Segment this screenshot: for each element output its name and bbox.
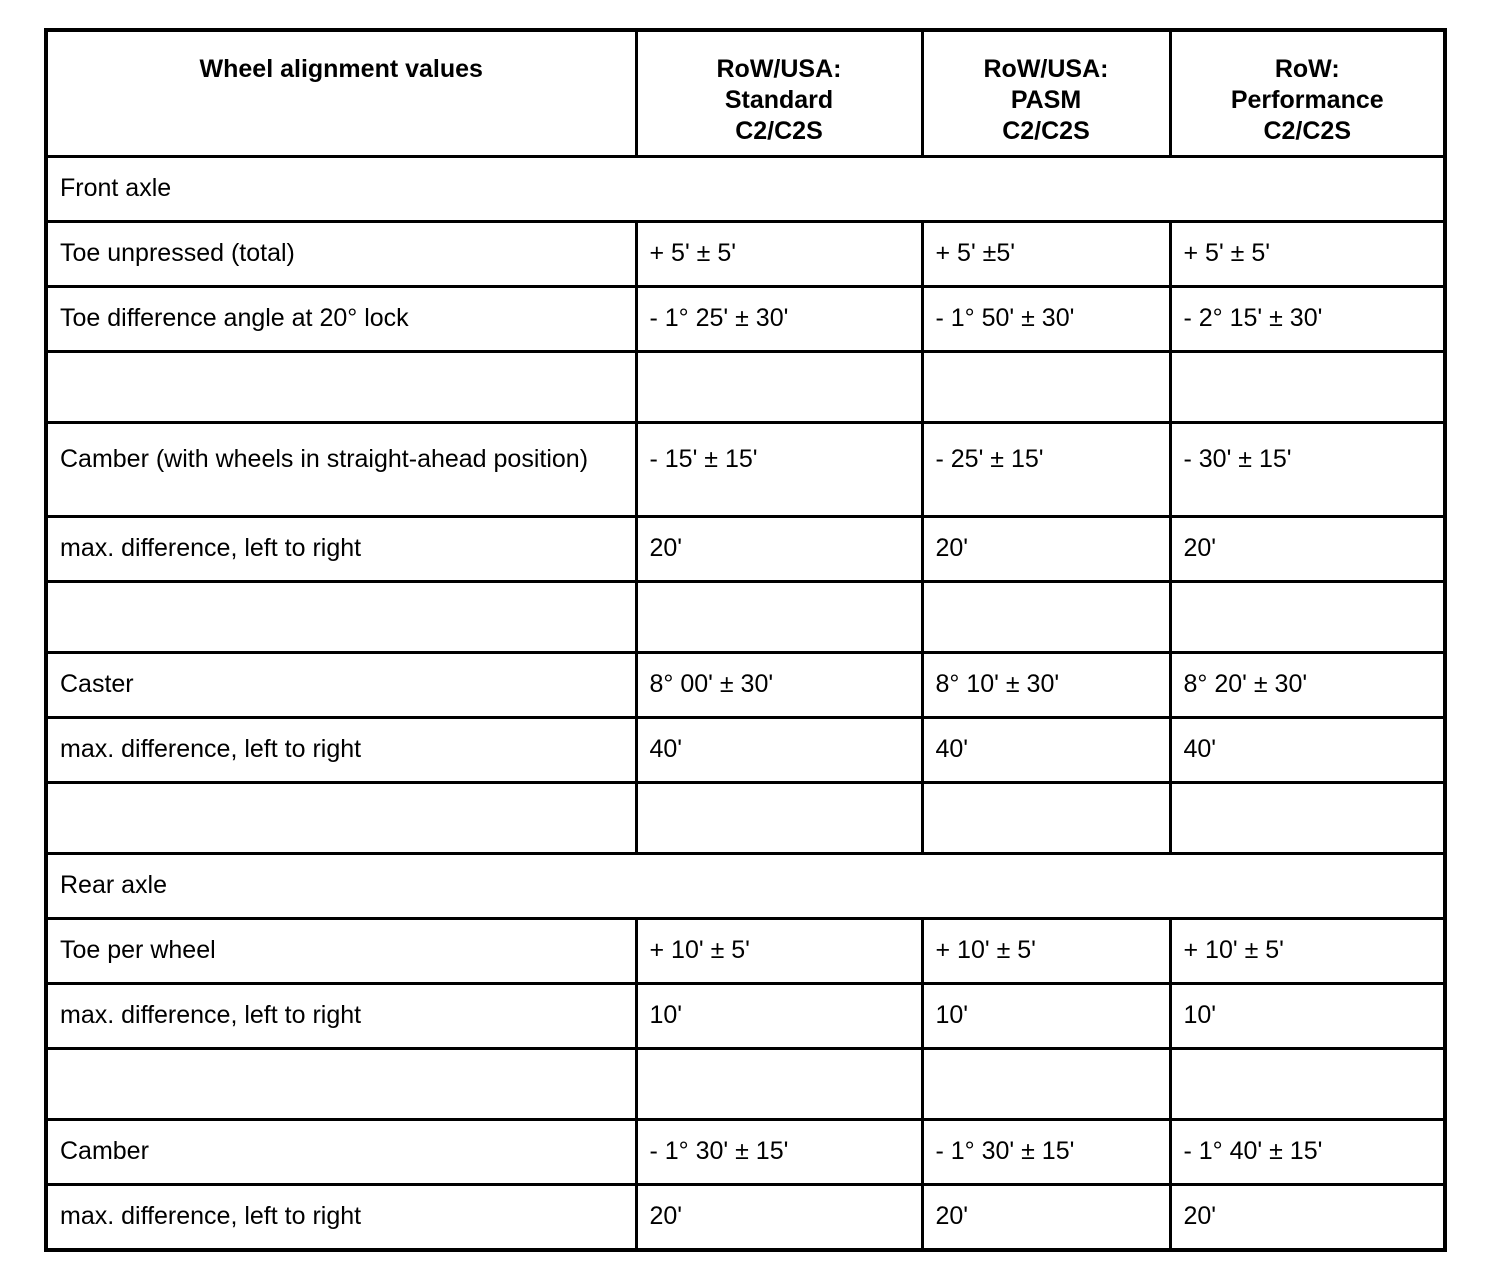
table-row — [46, 422, 1445, 516]
header-col-pasm-line-3: C2/C2S — [1002, 117, 1090, 145]
section-row — [46, 853, 1445, 918]
table-body — [46, 156, 1445, 1250]
spacer-row — [46, 782, 1445, 853]
value-pasm: + 10' ± 5' — [922, 918, 1170, 983]
spacer-cell — [46, 581, 636, 652]
header-label: Wheel alignment values — [46, 30, 636, 156]
spacer-row — [46, 581, 1445, 652]
value-pasm: - 25' ± 15' — [922, 422, 1170, 516]
spacer-cell — [46, 351, 636, 422]
value-performance: - 1° 40' ± 15' — [1170, 1119, 1445, 1184]
spacer-cell — [636, 351, 922, 422]
spacer-cell — [46, 1048, 636, 1119]
value-pasm: 40' — [922, 717, 1170, 782]
value-performance: 20' — [1170, 516, 1445, 581]
spacer-cell — [1170, 351, 1445, 422]
row-label: max. difference, left to right — [46, 1184, 636, 1250]
spacer-cell — [1170, 581, 1445, 652]
header-col-pasm — [922, 30, 1170, 156]
value-standard: 10' — [636, 983, 922, 1048]
value-performance: 40' — [1170, 717, 1445, 782]
table-row — [46, 717, 1445, 782]
header-col-standard-line-2: Standard — [724, 86, 834, 114]
table-row — [46, 1119, 1445, 1184]
value-performance: 10' — [1170, 983, 1445, 1048]
value-standard: - 1° 30' ± 15' — [636, 1119, 922, 1184]
spacer-cell — [636, 581, 922, 652]
header-col-pasm-line-2: PASM — [1010, 86, 1082, 114]
row-label: Caster — [46, 652, 636, 717]
section-label: Rear axle — [46, 853, 1445, 918]
header-col-pasm-line-1: RoW/USA: — [983, 55, 1109, 83]
wheel-alignment-table — [44, 28, 1447, 1252]
header-col-standard-line-1: RoW/USA: — [716, 55, 842, 83]
table-row — [46, 286, 1445, 351]
header-col-standard — [636, 30, 922, 156]
value-pasm: - 1° 50' ± 30' — [922, 286, 1170, 351]
spacer-cell — [922, 782, 1170, 853]
header-col-performance — [1170, 30, 1445, 156]
value-performance: 8° 20' ± 30' — [1170, 652, 1445, 717]
value-pasm: 20' — [922, 516, 1170, 581]
spacer-cell — [1170, 782, 1445, 853]
value-standard: 8° 00' ± 30' — [636, 652, 922, 717]
value-pasm: 10' — [922, 983, 1170, 1048]
spacer-cell — [46, 782, 636, 853]
row-label: Camber (with wheels in straight-ahead position) — [46, 422, 636, 516]
value-standard: + 5' ± 5' — [636, 221, 922, 286]
value-standard: + 10' ± 5' — [636, 918, 922, 983]
header-col-performance-line-1: RoW: — [1274, 55, 1340, 83]
spacer-cell — [636, 782, 922, 853]
row-label: Camber — [46, 1119, 636, 1184]
row-label: max. difference, left to right — [46, 717, 636, 782]
spacer-row — [46, 351, 1445, 422]
value-standard: - 1° 25' ± 30' — [636, 286, 922, 351]
section-label: Front axle — [46, 156, 1445, 221]
spacer-cell — [922, 351, 1170, 422]
value-pasm: + 5' ±5' — [922, 221, 1170, 286]
value-standard: 40' — [636, 717, 922, 782]
header-col-performance-line-3: C2/C2S — [1263, 117, 1352, 145]
value-performance: + 10' ± 5' — [1170, 918, 1445, 983]
row-label: Toe per wheel — [46, 918, 636, 983]
row-label: max. difference, left to right — [46, 983, 636, 1048]
value-performance: + 5' ± 5' — [1170, 221, 1445, 286]
value-standard: 20' — [636, 516, 922, 581]
table-row — [46, 516, 1445, 581]
row-label: Toe difference angle at 20° lock — [46, 286, 636, 351]
spacer-cell — [922, 581, 1170, 652]
table-row — [46, 652, 1445, 717]
value-performance: - 30' ± 15' — [1170, 422, 1445, 516]
value-pasm: - 1° 30' ± 15' — [922, 1119, 1170, 1184]
value-performance: - 2° 15' ± 30' — [1170, 286, 1445, 351]
value-performance: 20' — [1170, 1184, 1445, 1250]
value-standard: 20' — [636, 1184, 922, 1250]
section-row — [46, 156, 1445, 221]
value-standard: - 15' ± 15' — [636, 422, 922, 516]
value-pasm: 8° 10' ± 30' — [922, 652, 1170, 717]
header-row — [46, 30, 1445, 156]
spacer-cell — [1170, 1048, 1445, 1119]
header-col-standard-line-3: C2/C2S — [735, 117, 823, 145]
table-row — [46, 1184, 1445, 1250]
spacer-cell — [922, 1048, 1170, 1119]
spacer-cell — [636, 1048, 922, 1119]
row-label: max. difference, left to right — [46, 516, 636, 581]
table-row — [46, 918, 1445, 983]
table-row — [46, 983, 1445, 1048]
spacer-row — [46, 1048, 1445, 1119]
header-col-performance-line-2: Performance — [1230, 86, 1384, 114]
table-row — [46, 221, 1445, 286]
row-label: Toe unpressed (total) — [46, 221, 636, 286]
value-pasm: 20' — [922, 1184, 1170, 1250]
